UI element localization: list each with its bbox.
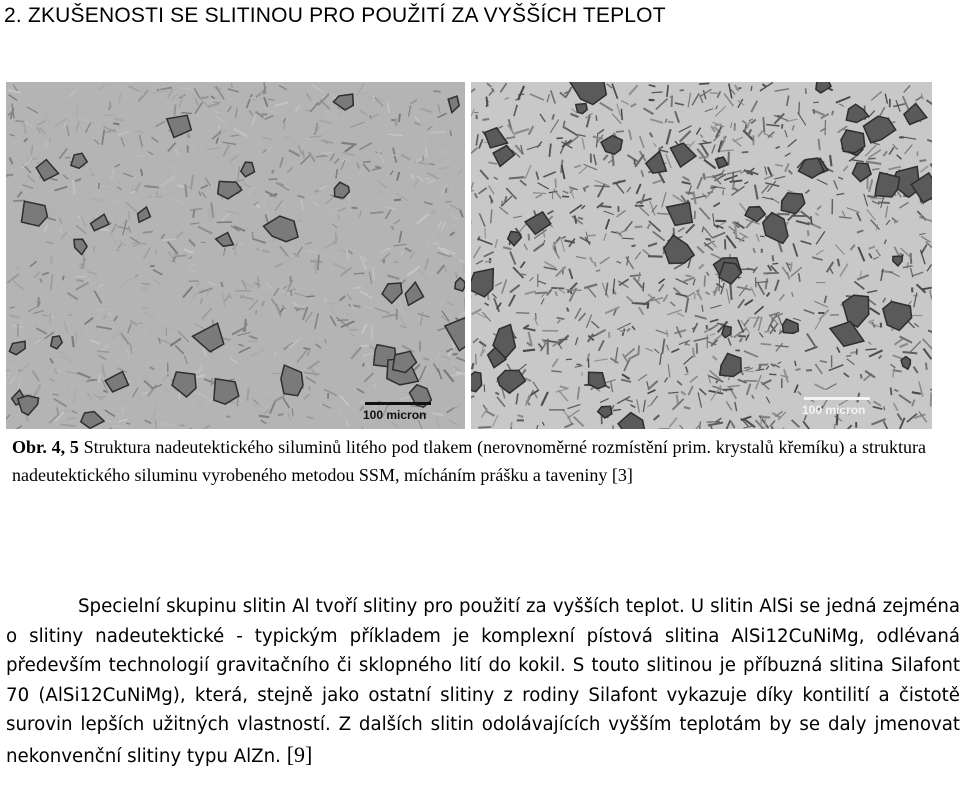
eutectic-needle: [535, 292, 547, 293]
eutectic-needle: [665, 119, 666, 123]
eutectic-needle: [723, 389, 733, 390]
eutectic-needle: [596, 115, 597, 120]
eutectic-needle: [733, 172, 734, 183]
eutectic-needle: [54, 272, 58, 273]
eutectic-needle: [529, 234, 530, 241]
eutectic-needle: [813, 109, 814, 114]
eutectic-needle: [796, 369, 801, 370]
eutectic-needle: [486, 97, 487, 107]
eutectic-needle: [648, 303, 649, 309]
eutectic-needle: [763, 117, 764, 133]
eutectic-needle: [657, 213, 669, 214]
eutectic-needle: [13, 200, 25, 201]
eutectic-needle: [306, 110, 311, 111]
body-paragraph: [6, 592, 960, 771]
eutectic-needle: [269, 179, 278, 180]
eutectic-needle: [302, 330, 316, 331]
eutectic-needle: [811, 216, 812, 225]
eutectic-needle: [51, 255, 52, 264]
eutectic-needle: [761, 344, 772, 345]
eutectic-needle: [621, 109, 622, 120]
eutectic-needle: [772, 263, 778, 264]
eutectic-needle: [60, 227, 61, 231]
eutectic-needle: [303, 234, 304, 239]
eutectic-needle: [217, 222, 233, 223]
eutectic-needle: [643, 282, 644, 291]
eutectic-needle: [463, 264, 464, 273]
eutectic-needle: [349, 330, 358, 331]
silicon-crystal: [841, 130, 865, 153]
eutectic-needle: [791, 262, 792, 269]
eutectic-needle: [891, 387, 892, 395]
section-heading: 2. ZKUŠENOSTI SE SLITINOU PRO POUŽITÍ ZA VYŠŠÍCH TEPLOT: [4, 4, 666, 27]
reference-marker: [9]: [286, 741, 313, 767]
eutectic-needle: [235, 244, 236, 256]
eutectic-needle: [445, 201, 451, 202]
eutectic-needle: [846, 356, 851, 357]
eutectic-needle: [613, 425, 614, 429]
eutectic-needle: [394, 200, 401, 201]
eutectic-needle: [672, 96, 673, 107]
eutectic-needle: [779, 329, 780, 334]
scale-bar-right: [802, 403, 865, 417]
eutectic-needle: [343, 177, 352, 178]
eutectic-needle: [578, 218, 583, 219]
eutectic-needle: [536, 313, 537, 319]
eutectic-needle: [199, 97, 208, 98]
eutectic-needle: [399, 114, 400, 122]
eutectic-needle: [162, 239, 175, 240]
eutectic-needle: [320, 402, 321, 406]
micrograph-left-image: [6, 82, 465, 429]
eutectic-needle: [523, 350, 535, 351]
eutectic-needle: [370, 115, 371, 119]
eutectic-needle: [834, 424, 835, 429]
eutectic-needle: [329, 427, 330, 429]
eutectic-needle: [354, 273, 365, 274]
eutectic-needle: [684, 374, 688, 375]
micrograph-left: [6, 82, 465, 429]
eutectic-needle: [751, 86, 752, 91]
eutectic-needle: [291, 291, 292, 296]
eutectic-needle: [472, 363, 474, 369]
eutectic-needle: [144, 186, 158, 187]
eutectic-needle: [354, 287, 362, 288]
eutectic-needle: [599, 206, 612, 207]
eutectic-needle: [703, 173, 704, 179]
eutectic-needle: [296, 309, 300, 310]
eutectic-needle: [509, 177, 525, 178]
eutectic-needle: [212, 243, 217, 244]
eutectic-needle: [680, 90, 684, 91]
eutectic-needle: [256, 310, 257, 314]
eutectic-needle: [482, 119, 489, 120]
eutectic-needle: [309, 386, 310, 391]
eutectic-needle: [60, 129, 61, 137]
eutectic-needle: [113, 123, 119, 124]
eutectic-needle: [782, 124, 783, 129]
eutectic-needle: [704, 276, 705, 287]
eutectic-needle: [511, 422, 512, 427]
eutectic-needle: [719, 278, 720, 292]
scale-bar-left: [363, 408, 426, 422]
eutectic-needle: [884, 406, 885, 410]
eutectic-needle: [484, 385, 485, 392]
eutectic-needle: [485, 228, 486, 238]
eutectic-needle: [582, 372, 583, 376]
eutectic-needle: [72, 336, 73, 347]
eutectic-needle: [362, 426, 363, 429]
figure-caption: [12, 433, 926, 489]
eutectic-needle: [695, 294, 696, 299]
eutectic-needle: [363, 363, 364, 367]
eutectic-needle: [760, 236, 765, 237]
eutectic-needle: [697, 343, 698, 354]
scale-bar-left-label: 100 micron: [363, 408, 427, 422]
eutectic-needle: [652, 92, 663, 93]
eutectic-needle: [65, 157, 70, 158]
eutectic-needle: [375, 167, 381, 168]
figure-caption-label: Obr. 4, 5: [12, 437, 79, 457]
eutectic-needle: [284, 123, 285, 130]
eutectic-needle: [744, 367, 750, 368]
eutectic-needle: [622, 238, 634, 239]
eutectic-needle: [77, 102, 78, 117]
eutectic-needle: [632, 303, 647, 304]
eutectic-needle: [485, 261, 492, 262]
scale-bar-left-line: [365, 402, 431, 405]
eutectic-needle: [136, 156, 142, 157]
eutectic-needle: [478, 427, 491, 428]
eutectic-needle: [211, 378, 212, 386]
eutectic-needle: [310, 261, 322, 262]
eutectic-needle: [372, 325, 373, 339]
eutectic-needle: [351, 208, 357, 209]
eutectic-needle: [878, 202, 890, 203]
eutectic-needle: [174, 105, 175, 116]
eutectic-needle: [423, 156, 424, 161]
eutectic-needle: [315, 259, 316, 274]
eutectic-needle: [742, 152, 749, 153]
eutectic-needle: [213, 102, 221, 103]
eutectic-needle: [138, 323, 142, 324]
eutectic-needle: [595, 262, 596, 267]
eutectic-needle: [275, 188, 279, 189]
eutectic-needle: [370, 212, 383, 213]
eutectic-needle: [868, 158, 876, 159]
eutectic-needle: [861, 374, 862, 378]
eutectic-needle: [635, 226, 643, 227]
eutectic-needle: [76, 233, 84, 234]
eutectic-needle: [730, 284, 731, 300]
eutectic-needle: [185, 184, 186, 197]
eutectic-needle: [214, 112, 219, 113]
eutectic-needle: [516, 313, 529, 314]
eutectic-needle: [920, 160, 927, 161]
eutectic-needle: [298, 220, 302, 221]
paragraph-text: Specielní skupinu slitin Al tvoří slitiny pro použití za vyšších teplot. U slitin AlSi se jedná zejména o slitiny nadeutektické - typickým příkladem je komplexní pístová slitina AlSi12CuNiMg, odlévaná především technologií gravitačního či sklopného lití do kokil. S touto slitinou je příbuzná slitina Silafont 70 (AlSi12CuNiMg), která, stejně jako ostatní slitiny z rodiny Silafont vykazuje díky kontilití a čistotě surovin lepších užitných vlastností. Z dalších slitin odolávajících vyšším teplotám by se daly jmenovat nekonvenční slitiny typu AlZn.: [6, 596, 960, 767]
eutectic-needle: [832, 111, 833, 115]
eutectic-needle: [926, 363, 927, 370]
micrograph-right-image: [471, 82, 932, 429]
eutectic-needle: [759, 365, 760, 370]
eutectic-needle: [363, 162, 370, 163]
eutectic-needle: [373, 267, 374, 281]
eutectic-needle: [808, 230, 809, 236]
eutectic-needle: [903, 352, 918, 353]
eutectic-needle: [648, 256, 663, 257]
eutectic-needle: [931, 392, 932, 406]
eutectic-needle: [631, 245, 635, 246]
eutectic-needle: [452, 354, 457, 355]
eutectic-needle: [69, 314, 73, 315]
eutectic-needle: [245, 319, 246, 332]
eutectic-needle: [181, 113, 192, 114]
eutectic-needle: [143, 232, 153, 233]
eutectic-needle: [99, 373, 100, 382]
scale-bar-right-line: [804, 397, 870, 400]
eutectic-needle: [86, 323, 87, 338]
eutectic-needle: [278, 414, 284, 415]
eutectic-needle: [577, 364, 581, 365]
eutectic-needle: [450, 130, 451, 136]
eutectic-needle: [616, 131, 624, 132]
eutectic-needle: [706, 177, 713, 178]
eutectic-needle: [219, 125, 220, 131]
eutectic-needle: [773, 255, 774, 261]
eutectic-needle: [799, 102, 800, 115]
eutectic-needle: [78, 231, 82, 232]
eutectic-needle: [325, 339, 326, 343]
eutectic-needle: [587, 235, 596, 236]
eutectic-needle: [710, 187, 717, 188]
eutectic-needle: [200, 362, 201, 370]
eutectic-needle: [64, 410, 71, 411]
eutectic-needle: [430, 132, 446, 133]
figure-caption-text: Struktura nadeutektického siluminů litého pod tlakem (nerovnoměrné rozmístění prim. krystalů křemíku) a struktura nadeutektického siluminu vyrobeného metodou SSM, mícháním prášku a taveniny [3]: [12, 437, 927, 485]
eutectic-needle: [234, 401, 235, 410]
micrograph-right: [471, 82, 932, 429]
eutectic-needle: [267, 99, 274, 100]
eutectic-needle: [551, 371, 561, 372]
eutectic-needle: [453, 184, 454, 191]
eutectic-needle: [819, 139, 820, 151]
eutectic-needle: [306, 296, 314, 297]
eutectic-needle: [156, 420, 157, 429]
eutectic-needle: [806, 88, 807, 94]
eutectic-needle: [98, 309, 109, 310]
eutectic-needle: [723, 190, 724, 195]
eutectic-needle: [446, 188, 447, 193]
eutectic-needle: [699, 83, 709, 84]
eutectic-needle: [566, 290, 582, 291]
eutectic-needle: [686, 275, 692, 276]
scale-bar-right-label: 100 micron: [802, 403, 866, 417]
eutectic-needle: [865, 349, 876, 350]
eutectic-needle: [174, 168, 175, 181]
eutectic-needle: [258, 277, 259, 289]
eutectic-needle: [830, 155, 831, 166]
eutectic-needle: [881, 323, 882, 328]
eutectic-needle: [393, 262, 398, 263]
